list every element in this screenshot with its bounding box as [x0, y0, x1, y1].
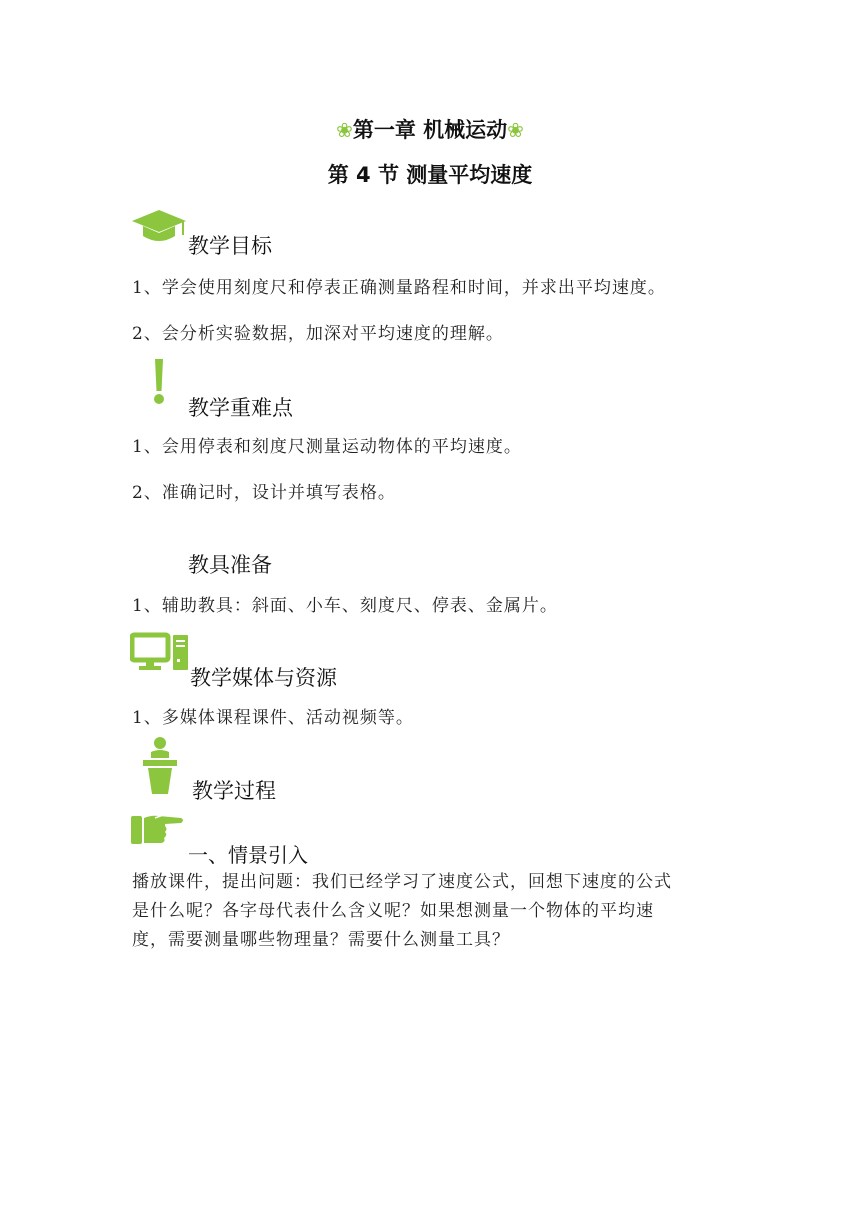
computer-icon — [130, 632, 190, 672]
key-points-heading: 教学重难点 — [188, 396, 293, 420]
list-item: 1、会用停表和刻度尺测量运动物体的平均速度。 — [132, 437, 522, 457]
process-heading: 教学过程 — [192, 779, 276, 803]
list-item: 2、准确记时，设计并填写表格。 — [132, 483, 396, 503]
list-item: 2、会分析实验数据，加深对平均速度的理解。 — [132, 324, 504, 344]
chapter-title-text: 第一章 机械运动 — [352, 118, 508, 142]
paragraph-line: 播放课件，提出问题：我们已经学习了速度公式，回想下速度的公式 — [132, 872, 672, 892]
pointing-hand-icon — [131, 812, 185, 846]
paragraph-line: 度，需要测量哪些物理量？需要什么测量工具？ — [132, 930, 510, 950]
flower-icon: ❀ — [507, 118, 524, 142]
media-heading: 教学媒体与资源 — [190, 666, 337, 690]
section-title: 第 4 节 测量平均速度 — [327, 163, 533, 187]
exclamation-icon — [150, 358, 168, 406]
list-item: 1、多媒体课程课件、活动视频等。 — [132, 708, 414, 728]
podium-speaker-icon — [142, 736, 178, 796]
objectives-heading: 教学目标 — [188, 234, 272, 258]
tools-heading: 教具准备 — [188, 553, 272, 577]
intro-heading: 一、情景引入 — [188, 843, 308, 867]
graduation-cap-icon — [131, 208, 187, 244]
paragraph-line: 是什么呢？各字母代表什么含义呢？如果想测量一个物体的平均速 — [132, 901, 654, 921]
chapter-title — [0, 114, 860, 144]
list-item: 1、辅助教具：斜面、小车、刻度尺、停表、金属片。 — [132, 596, 558, 616]
flower-icon: ❀ — [336, 118, 353, 142]
list-item: 1、学会使用刻度尺和停表正确测量路程和时间，并求出平均速度。 — [132, 278, 666, 298]
intro-paragraph — [132, 868, 742, 955]
